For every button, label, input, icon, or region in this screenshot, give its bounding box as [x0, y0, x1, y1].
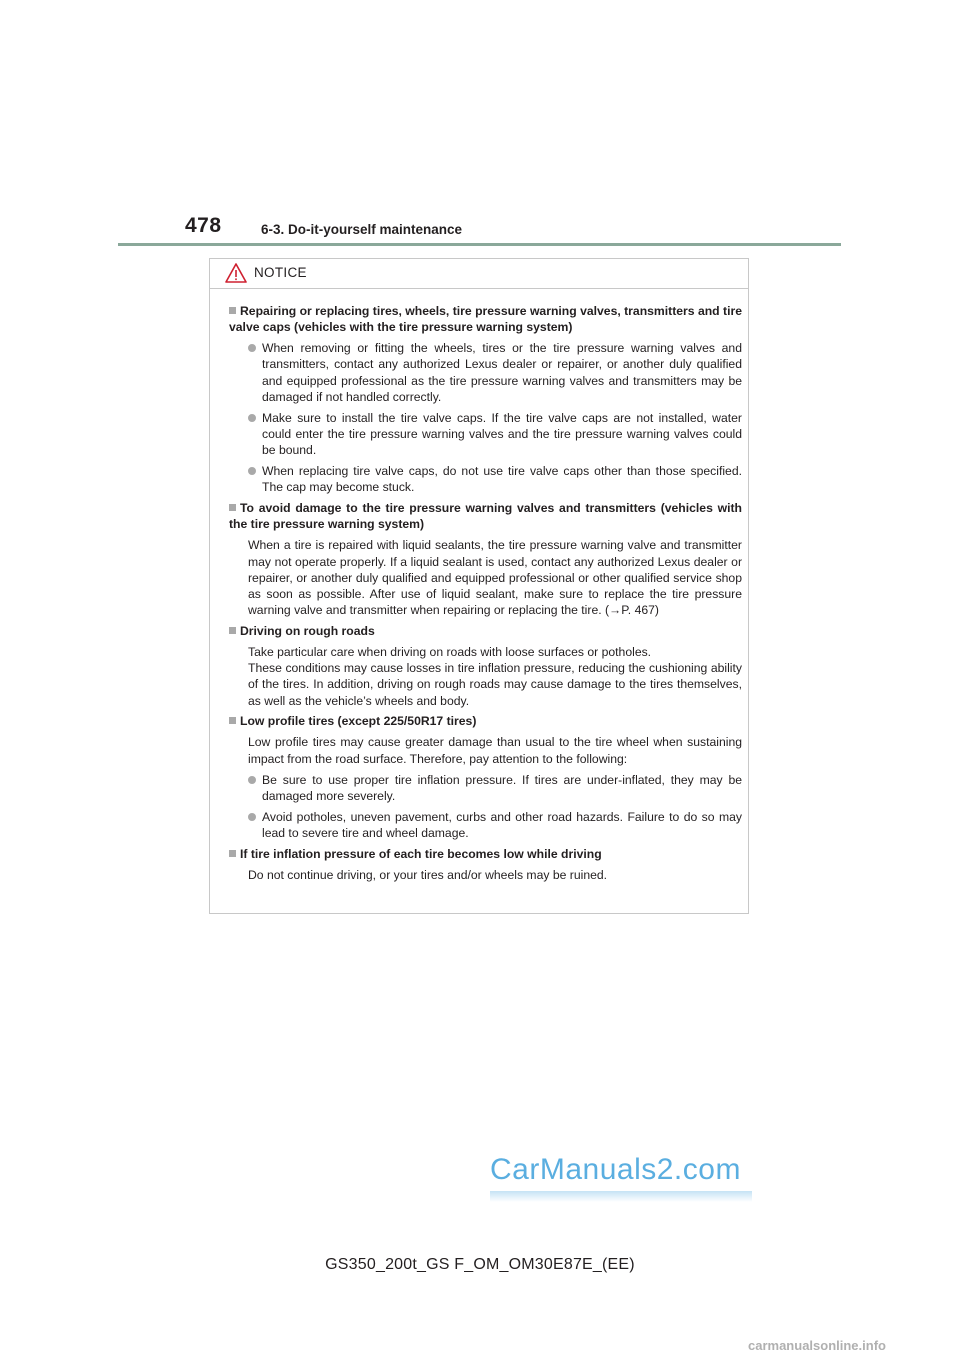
bullet-text: Make sure to install the tire valve caps. If the tire valve caps are not installed, water could enter the tire pressure warning valves and the tire pressure warning valves could be bound.	[262, 410, 742, 458]
square-bullet-icon	[229, 504, 236, 511]
notice-box	[209, 258, 749, 914]
heading-text: If tire inflation pressure of each tire becomes low while driving	[240, 846, 602, 861]
watermark: CarManuals2.com	[490, 1153, 741, 1186]
section-heading	[229, 500, 742, 532]
bullet-text: When removing or fitting the wheels, tires or the tire pressure warning valves and transmitters, contact any authorized Lexus dealer or repairer, or another duly qualified and equipped professional as the tire pressure warning valves and transmitters may be damaged if not handled correctly.	[262, 341, 742, 404]
watermark-reflection	[490, 1191, 752, 1202]
round-bullet-icon	[248, 344, 256, 352]
list-item	[229, 410, 742, 459]
paragraph-line: These conditions may cause losses in tire inflation pressure, reducing the cushioning ability of the tires. In addition, driving on rough roads may cause damage to the tires themselves, as well as the vehicle’s wheels and body.	[248, 661, 742, 708]
section-heading	[229, 623, 742, 639]
section-heading	[229, 713, 742, 729]
page-number: 478	[185, 214, 222, 237]
round-bullet-icon	[248, 776, 256, 784]
list-item	[229, 809, 742, 841]
document-code: GS350_200t_GS F_OM_OM30E87E_(EE)	[325, 1256, 635, 1273]
list-item	[229, 463, 742, 495]
notice-section	[229, 303, 742, 496]
list-item	[229, 772, 742, 804]
section-heading	[229, 303, 742, 335]
square-bullet-icon	[229, 627, 236, 634]
bullet-text: When replacing tire valve caps, do not use tire valve caps other than those specified. The cap may become stuck.	[262, 464, 742, 495]
list-item	[229, 340, 742, 405]
section-title: 6-3. Do-it-yourself maintenance	[261, 222, 463, 237]
site-mark: carmanualsonline.info	[748, 1338, 886, 1353]
square-bullet-icon	[229, 307, 236, 314]
bullet-text: Be sure to use proper tire inflation pressure. If tires are under-inflated, they may be damaged more severely.	[262, 772, 742, 803]
section-paragraph: Low profile tires may cause greater damage than usual to the tire wheel when sustaining impact from the road surface. Therefore, pay attention to the following:	[248, 735, 742, 766]
section-paragraph	[229, 644, 742, 709]
notice-header	[210, 259, 748, 289]
heading-text: Repairing or replacing tires, wheels, tire pressure warning valves, transmitters and tire valve caps (vehicles with the tire pressure warning system)	[229, 304, 742, 335]
header-rule	[118, 243, 841, 246]
notice-section	[229, 500, 742, 618]
warning-triangle-icon	[225, 263, 247, 283]
round-bullet-icon	[248, 414, 256, 422]
heading-text: Low profile tires (except 225/50R17 tires)	[240, 714, 477, 729]
square-bullet-icon	[229, 850, 236, 857]
round-bullet-icon	[248, 813, 256, 821]
notice-section	[229, 623, 742, 709]
bullet-text: Avoid potholes, uneven pavement, curbs and other road hazards. Failure to do so may lead to severe tire and wheel damage.	[262, 809, 742, 841]
heading-text: Driving on rough roads	[240, 624, 375, 639]
square-bullet-icon	[229, 717, 236, 724]
paragraph-line: Take particular care when driving on roads with loose surfaces or potholes.	[248, 645, 652, 660]
section-heading	[229, 846, 742, 862]
heading-text: To avoid damage to the tire pressure warning valves and transmitters (vehicles with the tire pressure warning system)	[229, 501, 742, 532]
section-paragraph: Do not continue driving, or your tires and/or wheels may be ruined.	[248, 867, 608, 882]
notice-body	[210, 289, 748, 883]
notice-section	[229, 846, 742, 883]
notice-label: NOTICE	[254, 265, 307, 280]
notice-section	[229, 713, 742, 841]
section-paragraph: When a tire is repaired with liquid sealants, the tire pressure warning valve and transmitter may not operate properly. If a liquid sealant is used, contact any authorized Lexus dealer or repairer, or another duly qualified and equipped professional or other qualified service shop as soon as possible. After use of liquid sealant, make sure to replace the tire pressure warning valve and transmitter when repairing or replacing the tire. (→P. 467)	[248, 538, 742, 618]
round-bullet-icon	[248, 467, 256, 475]
